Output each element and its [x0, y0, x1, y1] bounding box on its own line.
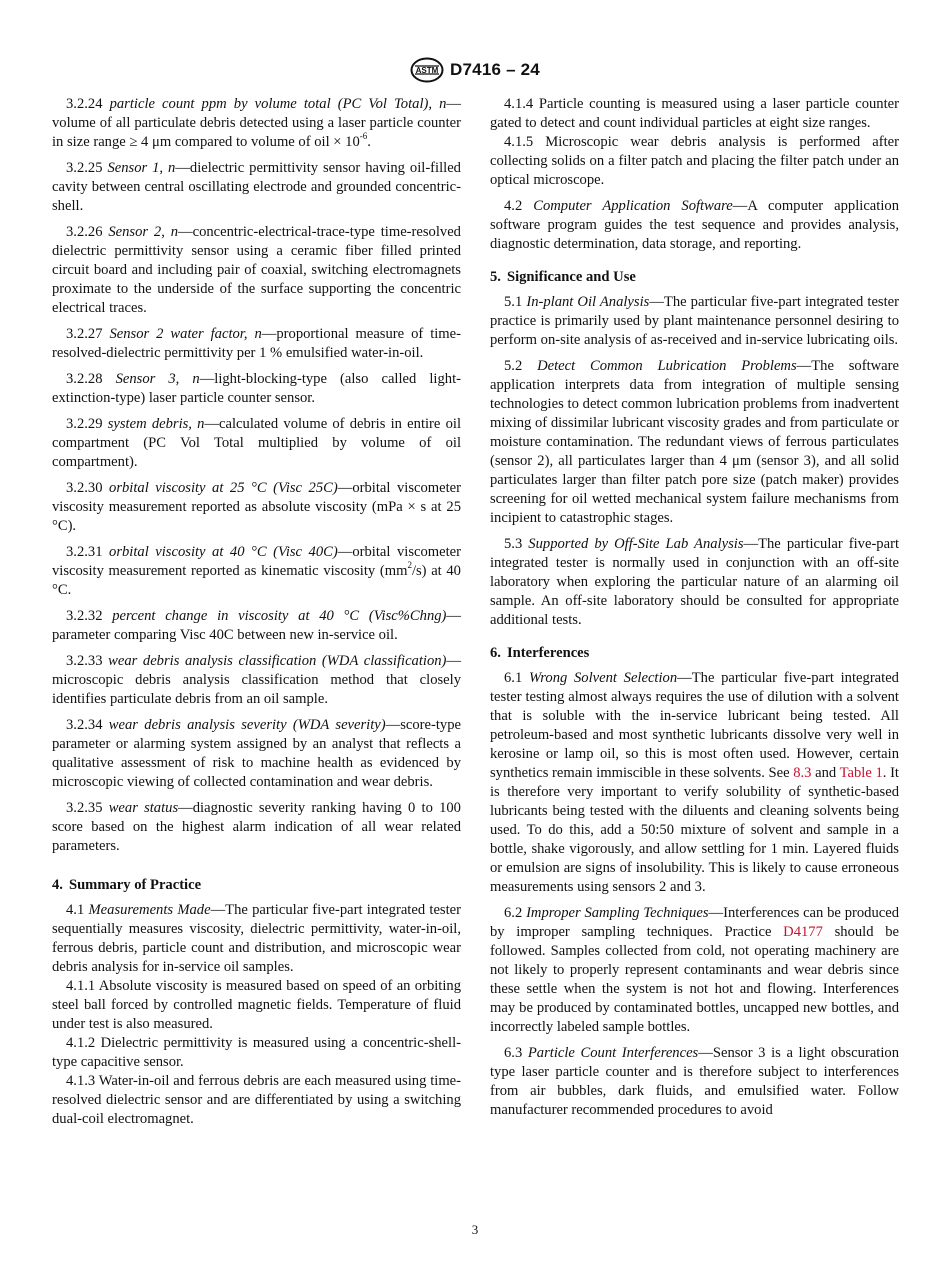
section-heading-5: 5. Significance and Use — [490, 269, 636, 285]
clause-5-2: 5.2 Detect Common Lubrication Problems—The software application interprets data from integration of multiple sensing technologies to detect common lubrication problems from inadvertent mixing of dissimilar lubricant viscosity grades and from particulate or moisture contamination. The redundant views of ferrous particulates (sensor 2), all particulates larger than 4 μm (sensor 3), and all solid particulates larger than filter patch pore size (patch maker) provides screening for oil wetted mechanical system failure mechanisms from incipient to catastrophic stages. — [490, 358, 899, 526]
clause-4-2: 4.2 Computer Application Software—A computer application software program guides the test sequence and provides analysis, diagnostic determination, data storage, and reporting. — [490, 198, 899, 252]
clause-6-1: 6.1 Wrong Solvent Selection—The particular five-part integrated tester testing almost always requires the use of dilution with a solvent that is soluble with the in-service lubricant being tested. All petroleum-based and most synthetic lubricants dissolve very well in kerosine or lamp oil, so this is most often used. However, certain synthetics remain immiscible in these solvents. See 8.3 and Table 1. It is therefore very important to verify solubility of synthetic-based lubricants being tested with the diluents and cleaning solvents being used. To do this, add a 50:50 mixture of solvent and sample in a bottle, shake vigorously, and allow settling for 1 min. Layered fluids or emulsion are signs of insolubility. This is likely to cause erroneous measurements using sensors 2 and 3. — [490, 670, 899, 895]
definition-3-2-35: 3.2.35 wear status—diagnostic severity ranking having 0 to 100 score based on the highest alarm indication of all wear related parameters. — [52, 800, 461, 854]
link-section-8-3[interactable]: 8.3 — [793, 765, 812, 781]
right-column — [490, 95, 899, 1120]
clause-4-1: 4.1 Measurements Made—The particular five-part integrated tester sequentially measures viscosity, dielectric permittivity, water-in-oil, ferrous debris, particle count and distribution, and microscopic wear debris analysis for in-service oil samples. — [52, 902, 461, 975]
definition-3-2-29: 3.2.29 system debris, n—calculated volume of debris in entire oil compartment (PC Vol Total multiplied by volume of oil compartment). — [52, 416, 461, 470]
clause-4-1-2: 4.1.2 Dielectric permittivity is measured using a concentric-shell-type capacitive sensor. — [52, 1035, 461, 1070]
definition-3-2-24: 3.2.24 particle count ppm by volume total (PC Vol Total), n—volume of all particulate debris detected using a laser particle counter in size range ≥ 4 μm compared to volume of oil × $10^{-6}$. — [52, 96, 461, 150]
section-heading-6: 6. Interferences — [490, 645, 590, 661]
definition-3-2-26: 3.2.26 Sensor 2, n—concentric-electrical-trace-type time-resolved dielectric permittivity sensor using a ceramic fiber filled printed circuit board and including pair of coaxial, switching electromagnets proximate to the underside of the surface supporting the concentric electrical traces. — [52, 224, 461, 316]
clause-4-1-4: 4.1.4 Particle counting is measured using a laser particle counter gated to detect and count individual particles at eight size ranges. — [490, 96, 899, 131]
page-number: 3 — [471, 1222, 479, 1237]
header-brand — [410, 57, 540, 83]
clause-6-3: 6.3 Particle Count Interferences—Sensor 3 is a light obscuration type laser particle counter and is therefore subject to interferences from air bubbles, dark fluids, and emulsified water. Follow manufacturer recommended procedures to avoid — [490, 1045, 899, 1118]
clause-4-1-5: 4.1.5 Microscopic wear debris analysis is performed after collecting solids on a filter patch and placing the filter patch under an optical microscope. — [490, 134, 899, 188]
definition-3-2-31: 3.2.31 orbital viscosity at 40 °C (Visc 40C)—orbital viscometer viscosity measurement reported as kinematic viscosity $(mm^2/s)$ at 40 °C. — [52, 544, 461, 598]
clause-5-3: 5.3 Supported by Off-Site Lab Analysis—The particular five-part integrated tester is normally used in conjunction with an off-site laboratory when exploring the particular nature of an alarming oil sample. An off-site laboratory should be consulted for appropriate additional tests. — [490, 536, 899, 628]
logo-text: ASTM — [415, 66, 439, 76]
definition-3-2-32: 3.2.32 percent change in viscosity at 40 °C (Visc%Chng)—parameter comparing Visc 40C between new in-service oil. — [52, 608, 462, 643]
astm-logo-icon — [410, 57, 444, 83]
definition-3-2-34: 3.2.34 wear debris analysis severity (WDA severity)—score-type parameter or alarming system assigned by an analyst that reflects a qualitative assessment of risk to machine health as evidenced by microscopic viewing of collected contamination and wear debris. — [52, 717, 461, 790]
standard-designation: D7416 – 24 — [450, 60, 540, 79]
definition-3-2-33: 3.2.33 wear debris analysis classification (WDA classification)—microscopic debris analysis classification method that closely identifies particulate debris from an oil sample. — [52, 653, 461, 707]
clause-6-2: 6.2 Improper Sampling Techniques—Interferences can be produced by improper sampling techniques. Practice D4177 should be followed. Samples collected from cold, not operating machinery are not likely to properly represent contaminants and wear debris since these settle when the system is not hot and flowing. Interferences may be produced by contaminated bottles, uncapped new bottles, and incorrectly labeled sample bottles. — [490, 905, 900, 1035]
definition-3-2-27: 3.2.27 Sensor 2 water factor, n—proportional measure of time-resolved-dielectric permittivity per 1 % emulsified water-in-oil. — [52, 326, 461, 361]
definition-3-2-30: 3.2.30 orbital viscosity at 25 °C (Visc 25C)—orbital viscometer viscosity measurement reported as absolute viscosity (mPa × s at 25 °C). — [52, 480, 461, 534]
section-heading-4: 4. Summary of Practice — [52, 877, 202, 893]
definition-3-2-28: 3.2.28 Sensor 3, n—light-blocking-type (also called light-extinction-type) laser particle counter sensor. — [52, 371, 461, 406]
page-header — [0, 56, 950, 84]
clause-4-1-1: 4.1.1 Absolute viscosity is measured based on speed of an orbiting steel ball forced by controlled magnetic fields. Temperature of fluid under test is also measured. — [52, 978, 462, 1032]
clause-4-1-3: 4.1.3 Water-in-oil and ferrous debris are each measured using time-resolved dielectric sensor and are differentiated by using a switching dual-coil electromagnet. — [52, 1073, 462, 1127]
left-column — [52, 95, 461, 1129]
definition-3-2-25: 3.2.25 Sensor 1, n—dielectric permittivity sensor having oil-filled cavity between central oscillating electrode and grounded concentric-shell. — [52, 160, 461, 214]
link-d4177[interactable]: D4177 — [783, 924, 823, 940]
clause-5-1: 5.1 In-plant Oil Analysis—The particular five-part integrated tester practice is primarily used by plant maintenance personnel desiring to perform on-site analysis of as-received and in-service lubricating oils. — [490, 294, 899, 348]
link-table-1[interactable]: Table 1 — [839, 765, 883, 781]
